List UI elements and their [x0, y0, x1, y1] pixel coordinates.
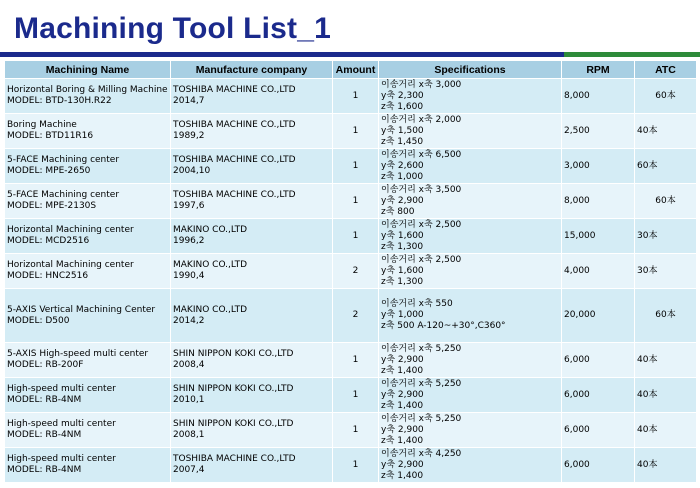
manufacture-date: 2008,4 [173, 360, 205, 370]
manufacture-date: 1990,4 [173, 271, 205, 281]
cell-atc: 30本 [635, 219, 697, 254]
cell-manufacture-company [171, 254, 333, 289]
cell-atc: 40本 [635, 413, 697, 448]
cell-manufacture-company [171, 413, 333, 448]
cell-rpm: 6,000 [562, 378, 635, 413]
cell-manufacture-company [171, 79, 333, 114]
table-row [5, 114, 697, 149]
manufacturer-name: MAKINO CO.,LTD [173, 304, 248, 315]
machine-name: 5-AXIS Vertical Machining Center [7, 304, 156, 315]
cell-machining-name [5, 114, 171, 149]
cell-amount: 1 [333, 343, 379, 378]
machine-name: 5-AXIS High-speed multi center [7, 349, 149, 359]
manufacturer-name: TOSHIBA MACHINE CO.,LTD [173, 190, 296, 200]
cell-machining-name [5, 79, 171, 114]
spec-line: z축 1,400 [381, 435, 424, 446]
cell-machining-name [5, 149, 171, 184]
spec-line: y축 2,900 [381, 389, 424, 400]
spec-line: y축 2,600 [381, 160, 424, 171]
cell-rpm: 6,000 [562, 343, 635, 378]
cell-rpm: 6,000 [562, 413, 635, 448]
machine-name: Boring Machine [7, 120, 77, 130]
machine-name: High-speed multi center [7, 384, 116, 394]
cell-specifications [379, 343, 562, 378]
cell-amount: 1 [333, 79, 379, 114]
manufacture-date: 2007,4 [173, 465, 205, 475]
spec-line: 이송거리 x축 2,000 [381, 114, 462, 125]
cell-machining-name [5, 289, 171, 343]
manufacturer-name: TOSHIBA MACHINE CO.,LTD [173, 155, 296, 165]
manufacturer-name: SHIN NIPPON KOKI CO.,LTD [173, 349, 294, 359]
cell-manufacture-company [171, 343, 333, 378]
cell-atc: 40本 [635, 343, 697, 378]
cell-specifications [379, 289, 562, 343]
spec-line: z축 1,600 [381, 101, 424, 112]
machine-model: MODEL: RB-200F [7, 360, 84, 370]
header-atc: ATC [635, 61, 697, 79]
cell-specifications [379, 413, 562, 448]
cell-manufacture-company [171, 378, 333, 413]
spec-line: y축 1,600 [381, 265, 424, 276]
cell-rpm: 8,000 [562, 79, 635, 114]
spec-line: y축 2,900 [381, 424, 424, 435]
spec-line: 이송거리 x축 5,250 [381, 378, 462, 389]
manufacturer-name: MAKINO CO.,LTD [173, 260, 248, 270]
manufacturer-name: TOSHIBA MACHINE CO.,LTD [173, 120, 296, 130]
machine-model: MODEL: RB-4NM [7, 430, 82, 440]
machine-name: High-speed multi center [7, 454, 116, 464]
manufacturer-name: TOSHIBA MACHINE CO.,LTD [173, 85, 296, 95]
cell-amount: 2 [333, 289, 379, 343]
cell-specifications [379, 149, 562, 184]
cell-manufacture-company [171, 184, 333, 219]
spec-line: 이송거리 x축 5,250 [381, 343, 462, 354]
table-row [5, 184, 697, 219]
cell-atc: 60本 [635, 79, 697, 114]
spec-line: z축 1,300 [381, 276, 424, 287]
cell-rpm: 4,000 [562, 254, 635, 289]
cell-manufacture-company [171, 114, 333, 149]
manufacturer-name: TOSHIBA MACHINE CO.,LTD [173, 454, 296, 464]
machine-name: Horizontal Boring & Milling Machine [7, 85, 168, 95]
cell-manufacture-company [171, 149, 333, 184]
cell-machining-name [5, 184, 171, 219]
spec-line: y축 2,900 [381, 354, 424, 365]
spec-line: z축 1,000 [381, 171, 424, 182]
spec-line: z축 1,300 [381, 241, 424, 252]
title-underline-green [564, 52, 700, 57]
cell-amount: 1 [333, 378, 379, 413]
machine-model: MODEL: MCD2516 [7, 236, 90, 246]
machine-model: MODEL: RB-4NM [7, 465, 82, 475]
cell-machining-name [5, 413, 171, 448]
spec-line: z축 500 A-120~+30°,C360° [381, 321, 506, 331]
table-row [5, 254, 697, 289]
machine-name: Horizontal Machining center [7, 225, 134, 235]
tool-list-table-container [4, 60, 696, 483]
spec-line: y축 1,500 [381, 125, 424, 136]
title-underline-blue [0, 52, 564, 57]
spec-line: 이송거리 x축 3,000 [381, 79, 462, 90]
cell-amount: 1 [333, 114, 379, 149]
spec-line: y축 2,300 [381, 90, 424, 101]
table-row [5, 79, 697, 114]
machine-name: Horizontal Machining center [7, 260, 134, 270]
manufacture-date: 1997,6 [173, 201, 205, 211]
table-row [5, 289, 697, 343]
table-row [5, 343, 697, 378]
manufacture-date: 1996,2 [173, 236, 205, 246]
cell-amount: 1 [333, 149, 379, 184]
spec-line: y축 1,600 [381, 230, 424, 241]
cell-specifications [379, 254, 562, 289]
cell-amount: 1 [333, 413, 379, 448]
header-specifications: Specifications [379, 61, 562, 79]
cell-rpm: 2,500 [562, 114, 635, 149]
machine-model: MODEL: MPE-2130S [7, 201, 97, 211]
machine-model: MODEL: BTD-130H.R22 [7, 96, 112, 106]
cell-machining-name [5, 343, 171, 378]
spec-line: z축 1,400 [381, 400, 424, 411]
spec-line: 이송거리 x축 6,500 [381, 149, 462, 160]
cell-specifications [379, 378, 562, 413]
spec-line: z축 1,450 [381, 136, 424, 147]
cell-rpm: 8,000 [562, 184, 635, 219]
manufacture-date: 2004,10 [173, 166, 211, 176]
machine-name: 5-FACE Machining center [7, 190, 120, 200]
spec-line: 이송거리 x축 2,500 [381, 254, 462, 265]
manufacture-date: 2014,2 [173, 315, 205, 326]
spec-line: 이송거리 x축 4,250 [381, 448, 462, 459]
cell-specifications [379, 79, 562, 114]
cell-amount: 1 [333, 448, 379, 483]
spec-line: z축 1,400 [381, 470, 424, 481]
cell-rpm: 3,000 [562, 149, 635, 184]
manufacturer-name: SHIN NIPPON KOKI CO.,LTD [173, 384, 294, 394]
spec-line: y축 2,900 [381, 459, 424, 470]
manufacturer-name: MAKINO CO.,LTD [173, 225, 248, 235]
table-row [5, 219, 697, 254]
spec-line: 이송거리 x축 3,500 [381, 184, 462, 195]
cell-specifications [379, 184, 562, 219]
cell-machining-name [5, 378, 171, 413]
table-row [5, 413, 697, 448]
table-body [5, 79, 697, 483]
cell-machining-name [5, 448, 171, 483]
cell-amount: 1 [333, 184, 379, 219]
cell-specifications [379, 114, 562, 149]
cell-rpm: 6,000 [562, 448, 635, 483]
cell-atc: 40本 [635, 378, 697, 413]
cell-atc: 60本 [635, 184, 697, 219]
cell-specifications [379, 219, 562, 254]
machine-model: MODEL: D500 [7, 315, 70, 326]
manufacture-date: 1989,2 [173, 131, 205, 141]
manufacture-date: 2014,7 [173, 96, 205, 106]
header-amount: Amount [333, 61, 379, 79]
cell-atc: 30本 [635, 254, 697, 289]
spec-line: z축 1,400 [381, 365, 424, 376]
cell-atc: 40本 [635, 448, 697, 483]
manufacturer-name: SHIN NIPPON KOKI CO.,LTD [173, 419, 294, 429]
cell-manufacture-company [171, 289, 333, 343]
header-rpm: RPM [562, 61, 635, 79]
spec-line: 이송거리 x축 2,500 [381, 219, 462, 230]
machine-model: MODEL: BTD11R16 [7, 131, 94, 141]
cell-specifications [379, 448, 562, 483]
cell-manufacture-company [171, 448, 333, 483]
table-row [5, 149, 697, 184]
spec-line: 이송거리 x축 5,250 [381, 413, 462, 424]
cell-amount: 2 [333, 254, 379, 289]
cell-manufacture-company [171, 219, 333, 254]
spec-line: y축 2,900 [381, 195, 424, 206]
machine-model: MODEL: MPE-2650 [7, 166, 91, 176]
cell-machining-name [5, 254, 171, 289]
cell-rpm: 15,000 [562, 219, 635, 254]
cell-machining-name [5, 219, 171, 254]
spec-line: y축 1,000 [381, 310, 424, 320]
page-title: Machining Tool List_1 [14, 12, 331, 45]
header-manufacture-company: Manufacture company [171, 61, 333, 79]
machine-name: 5-FACE Machining center [7, 155, 120, 165]
cell-atc: 60本 [635, 289, 697, 343]
machine-model: MODEL: HNC2516 [7, 271, 89, 281]
spec-line: z축 800 [381, 206, 415, 217]
cell-rpm: 20,000 [562, 289, 635, 343]
cell-atc: 40本 [635, 114, 697, 149]
table-header-row [5, 61, 697, 79]
cell-atc: 60本 [635, 149, 697, 184]
spec-line: 이송거리 x축 550 [381, 299, 453, 309]
table-row [5, 378, 697, 413]
cell-amount: 1 [333, 219, 379, 254]
machine-name: High-speed multi center [7, 419, 116, 429]
tool-list-table [4, 60, 697, 483]
manufacture-date: 2008,1 [173, 430, 205, 440]
machine-model: MODEL: RB-4NM [7, 395, 82, 405]
table-row [5, 448, 697, 483]
header-machining-name: Machining Name [5, 61, 171, 79]
manufacture-date: 2010,1 [173, 395, 205, 405]
